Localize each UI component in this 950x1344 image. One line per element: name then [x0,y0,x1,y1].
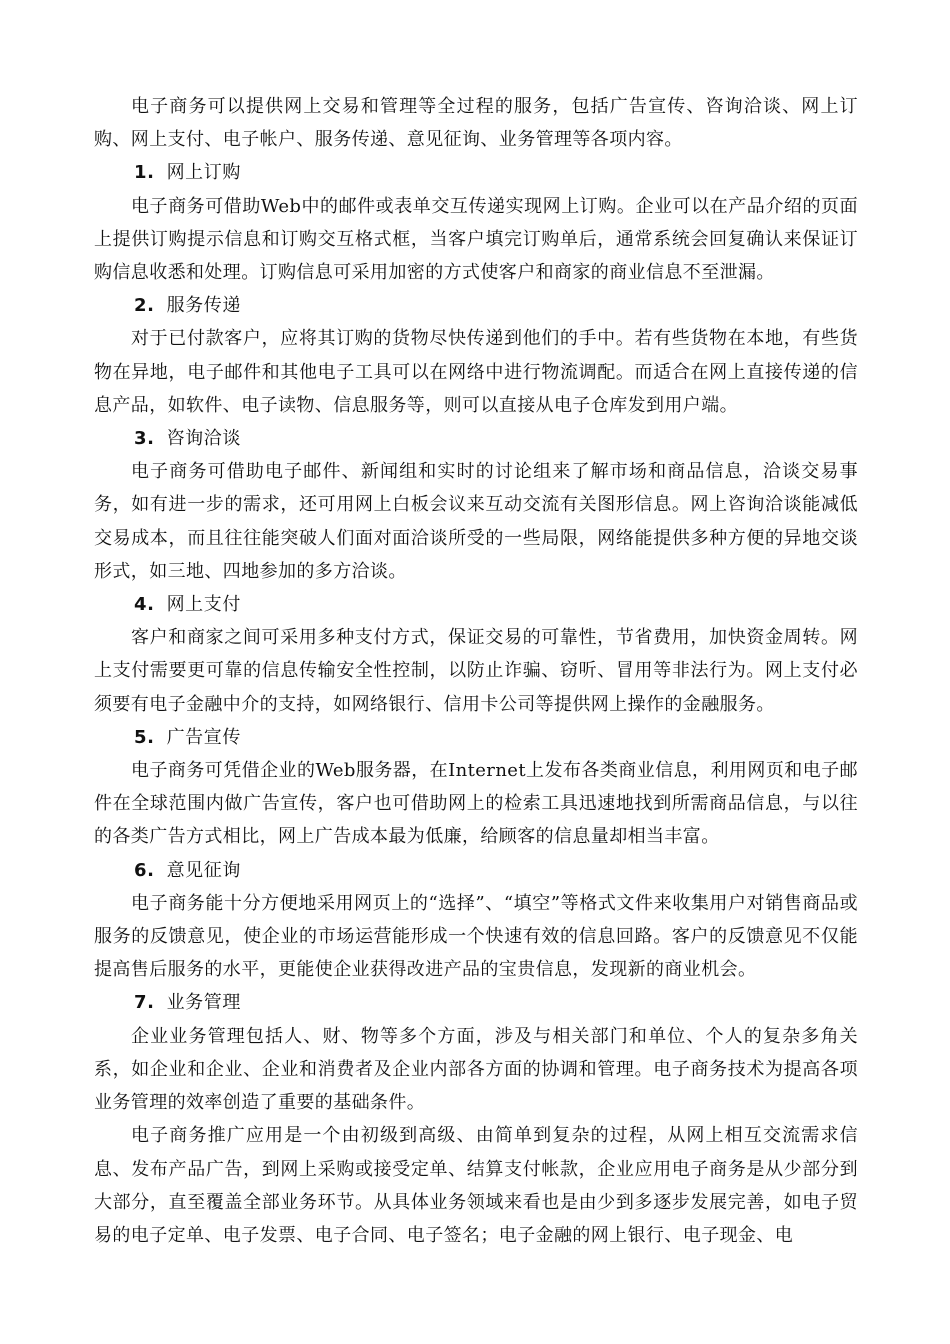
section-heading-1 [94,156,858,189]
closing-paragraph: 电子商务推广应用是一个由初级到高级、由简单到复杂的过程，从网上相互交流需求信息、发布产品广告，到网上采购或接受定单、结算支付帐款，企业应用电子商务是从少部分到大部分，直至覆盖全部业务环节。从具体业务领域来看也是由少到多逐步发展完善，如电子贸易的电子定单、电子发票、电子合同、电子签名；电子金融的网上银行、电子现金、电 [94,1125,858,1246]
section-number: 2. [134,295,155,317]
section-number: 3. [134,428,155,450]
section-number: 6. [134,859,155,881]
section-body-3: 电子商务可借助电子邮件、新闻组和实时的讨论组来了解市场和商品信息，洽谈交易事务，如有进一步的需求，还可用网上白板会议来互动交流有关图形信息。网上咨询洽谈能减低交易成本，而且往往能突破人们面对面洽谈所受的一些局限，网络能提供多种方便的异地交谈形式，如三地、四地参加的多方洽谈。 [94,461,858,582]
section-number: 5. [134,726,155,748]
section-title: 广告宣传 [166,726,241,748]
section-title: 业务管理 [166,992,241,1014]
document-page [94,90,858,1252]
section-number: 7. [134,992,155,1014]
section-heading-4 [94,588,858,621]
section-heading-6 [94,854,858,887]
section-body-7: 企业业务管理包括人、财、物等多个方面，涉及与相关部门和单位、个人的复杂多角关系，如企业和企业、企业和消费者及企业内部各方面的协调和管理。电子商务技术为提高各项业务管理的效率创造了重要的基础条件。 [94,1025,858,1114]
section-body-6: 电子商务能十分方便地采用网页上的“选择”、“填空”等格式文件来收集用户对销售商品或服务的反馈意见，使企业的市场运营能形成一个快速有效的信息回路。客户的反馈意见不仅能提高售后服务的水平，更能使企业获得改进产品的宝贵信息，发现新的商业机会。 [94,892,858,981]
section-heading-3 [94,422,858,455]
section-title: 意见征询 [166,859,241,881]
section-body-5: 电子商务可凭借企业的Web服务器，在Internet上发布各类商业信息，利用网页和电子邮件在全球范围内做广告宣传，客户也可借助网上的检索工具迅速地找到所需商品信息，与以往的各类广告方式相比，网上广告成本最为低廉，给顾客的信息量却相当丰富。 [94,760,858,848]
section-body-2: 对于已付款客户，应将其订购的货物尽快传递到他们的手中。若有些货物在本地，有些货物在异地，电子邮件和其他电子工具可以在网络中进行物流调配。而适合在网上直接传递的信息产品，如软件、电子读物、信息服务等，则可以直接从电子仓库发到用户端。 [94,328,858,416]
section-number: 4. [134,594,155,616]
section-body-1: 电子商务可借助Web中的邮件或表单交互传递实现网上订购。企业可以在产品介绍的页面上提供订购提示信息和订购交互格式框，当客户填完订购单后，通常系统会回复确认来保证订购信息收悉和处理。订购信息可采用加密的方式使客户和商家的商业信息不至泄漏。 [94,195,858,284]
section-title: 服务传递 [166,295,241,317]
section-heading-7 [94,986,858,1019]
section-heading-5 [94,721,858,754]
section-title: 网上支付 [166,594,241,616]
section-title: 网上订购 [166,162,241,184]
section-heading-2 [94,289,858,322]
section-title: 咨询洽谈 [166,428,241,450]
section-body-4: 客户和商家之间可采用多种支付方式，保证交易的可靠性，节省费用，加快资金周转。网上支付需要更可靠的信息传输安全性控制，以防止诈骗、窃听、冒用等非法行为。网上支付必须要有电子金融中介的支持，如网络银行、信用卡公司等提供网上操作的金融服务。 [94,627,858,715]
section-number: 1. [134,162,155,184]
intro-paragraph: 电子商务可以提供网上交易和管理等全过程的服务，包括广告宣传、咨询洽谈、网上订购、网上支付、电子帐户、服务传递、意见征询、业务管理等各项内容。 [94,96,858,151]
